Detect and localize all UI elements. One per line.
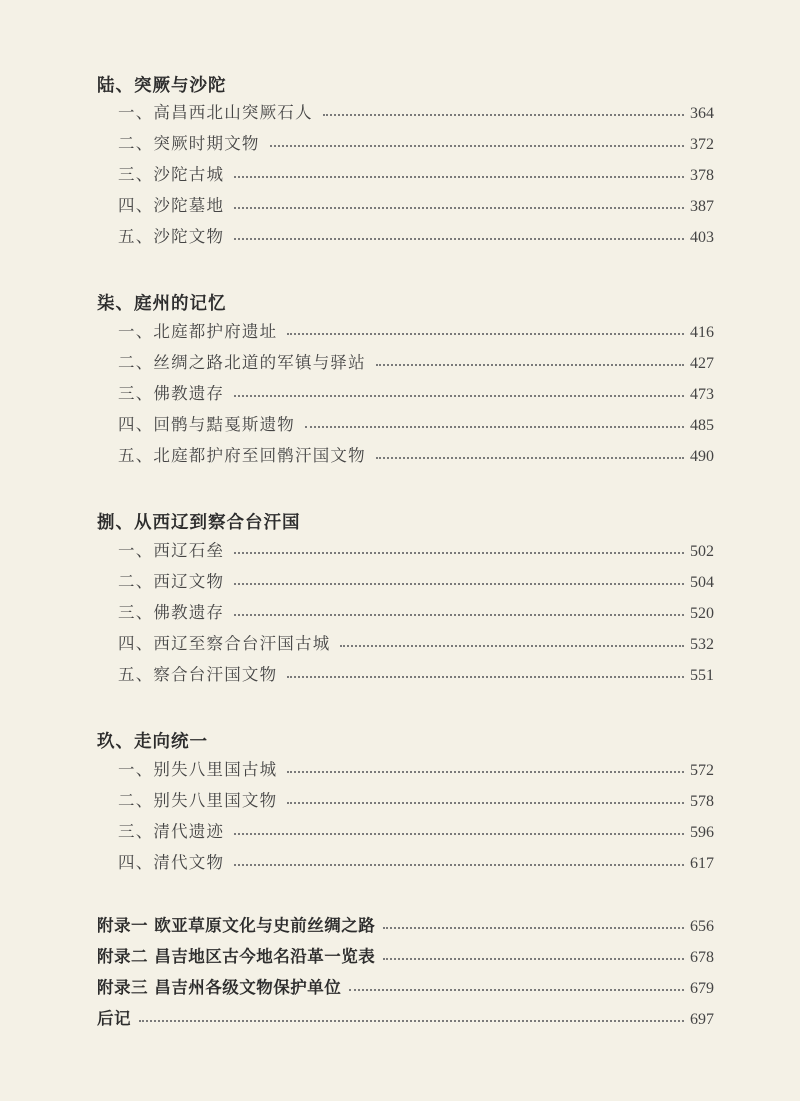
entry-page-number: 364 xyxy=(690,105,714,122)
entry-page-number: 416 xyxy=(690,324,714,341)
appendix-label: 附录一 欧亚草原文化与史前丝绸之路 xyxy=(97,916,376,935)
entry-label: 二、突厥时期文物 xyxy=(118,134,260,153)
toc-entry[interactable] xyxy=(118,568,714,592)
toc-entry[interactable] xyxy=(118,380,714,404)
dot-leader xyxy=(234,395,684,397)
appendix-entry[interactable] xyxy=(97,974,714,998)
toc-entry[interactable] xyxy=(118,818,714,842)
appendix-label: 附录二 昌吉地区古今地名沿革一览表 xyxy=(97,947,376,966)
toc-entry[interactable] xyxy=(118,192,714,216)
entry-page-number: 572 xyxy=(690,762,714,779)
dot-leader xyxy=(383,958,684,960)
entry-page-number: 490 xyxy=(690,448,714,465)
dot-leader xyxy=(139,1020,684,1022)
entry-label: 四、清代文物 xyxy=(118,853,225,872)
toc-entry[interactable] xyxy=(118,537,714,561)
dot-leader xyxy=(383,927,684,929)
dot-leader xyxy=(376,457,684,459)
dot-leader xyxy=(234,552,684,554)
toc-entry[interactable] xyxy=(118,99,714,123)
section-title: 陆、突厥与沙陀 xyxy=(97,76,227,96)
toc-entry[interactable] xyxy=(118,442,714,466)
entry-page-number: 403 xyxy=(690,229,714,246)
appendix-page-number: 679 xyxy=(690,980,714,997)
entry-label: 四、西辽至察合台汗国古城 xyxy=(118,634,331,653)
dot-leader xyxy=(234,864,684,866)
section-title: 玖、走向统一 xyxy=(97,732,208,752)
entry-page-number: 596 xyxy=(690,824,714,841)
appendix-entry[interactable] xyxy=(97,943,714,967)
entry-label: 三、佛教遗存 xyxy=(118,384,225,403)
entry-page-number: 485 xyxy=(690,417,714,434)
toc-entry[interactable] xyxy=(118,787,714,811)
entry-page-number: 532 xyxy=(690,636,714,653)
dot-leader xyxy=(287,333,684,335)
entry-page-number: 378 xyxy=(690,167,714,184)
entry-label: 二、丝绸之路北道的军镇与驿站 xyxy=(118,353,366,372)
toc-entry[interactable] xyxy=(118,161,714,185)
entry-label: 三、佛教遗存 xyxy=(118,603,225,622)
dot-leader xyxy=(234,614,684,616)
section-title: 柒、庭州的记忆 xyxy=(97,294,227,314)
entry-label: 五、北庭都护府至回鹘汗国文物 xyxy=(118,446,366,465)
dot-leader xyxy=(234,583,684,585)
appendix-label: 附录三 昌吉州各级文物保护单位 xyxy=(97,978,342,997)
entry-page-number: 520 xyxy=(690,605,714,622)
entry-page-number: 502 xyxy=(690,543,714,560)
dot-leader xyxy=(234,176,684,178)
entry-label: 一、高昌西北山突厥石人 xyxy=(118,103,313,122)
entry-label: 二、别失八里国文物 xyxy=(118,791,278,810)
dot-leader xyxy=(349,989,684,991)
appendix-page-number: 678 xyxy=(690,949,714,966)
toc-entry[interactable] xyxy=(118,661,714,685)
toc-entry[interactable] xyxy=(118,130,714,154)
entry-page-number: 551 xyxy=(690,667,714,684)
toc-entry[interactable] xyxy=(118,349,714,373)
dot-leader xyxy=(270,145,684,147)
entry-label: 四、沙陀墓地 xyxy=(118,196,225,215)
appendix-page-number: 656 xyxy=(690,918,714,935)
toc-entry[interactable] xyxy=(118,599,714,623)
entry-label: 一、北庭都护府遗址 xyxy=(118,322,278,341)
entry-label: 一、别失八里国古城 xyxy=(118,760,278,779)
entry-label: 四、回鹘与黠戛斯遗物 xyxy=(118,415,295,434)
toc-entry[interactable] xyxy=(118,223,714,247)
dot-leader xyxy=(234,833,684,835)
toc-entry[interactable] xyxy=(118,411,714,435)
toc-entry[interactable] xyxy=(118,318,714,342)
section-title: 捌、从西辽到察合台汗国 xyxy=(97,513,301,533)
afterword-entry[interactable] xyxy=(97,1005,714,1029)
entry-page-number: 427 xyxy=(690,355,714,372)
dot-leader xyxy=(287,802,684,804)
entry-label: 三、清代遗迹 xyxy=(118,822,225,841)
dot-leader xyxy=(287,771,684,773)
entry-label: 三、沙陀古城 xyxy=(118,165,225,184)
dot-leader xyxy=(340,645,684,647)
toc-entry[interactable] xyxy=(118,630,714,654)
entry-page-number: 473 xyxy=(690,386,714,403)
entry-page-number: 504 xyxy=(690,574,714,591)
entry-label: 二、西辽文物 xyxy=(118,572,225,591)
dot-leader xyxy=(376,364,684,366)
toc-entry[interactable] xyxy=(118,756,714,780)
entry-page-number: 387 xyxy=(690,198,714,215)
entry-label: 五、察合台汗国文物 xyxy=(118,665,278,684)
dot-leader xyxy=(323,114,684,116)
dot-leader xyxy=(234,207,684,209)
dot-leader xyxy=(287,676,684,678)
entry-label: 五、沙陀文物 xyxy=(118,227,225,246)
dot-leader xyxy=(234,238,684,240)
entry-page-number: 372 xyxy=(690,136,714,153)
entry-page-number: 578 xyxy=(690,793,714,810)
entry-label: 一、西辽石垒 xyxy=(118,541,225,560)
appendix-entry[interactable] xyxy=(97,912,714,936)
afterword-page-number: 697 xyxy=(690,1011,714,1028)
toc-entry[interactable] xyxy=(118,849,714,873)
afterword-label: 后记 xyxy=(97,1009,131,1028)
dot-leader xyxy=(305,426,684,428)
entry-page-number: 617 xyxy=(690,855,714,872)
